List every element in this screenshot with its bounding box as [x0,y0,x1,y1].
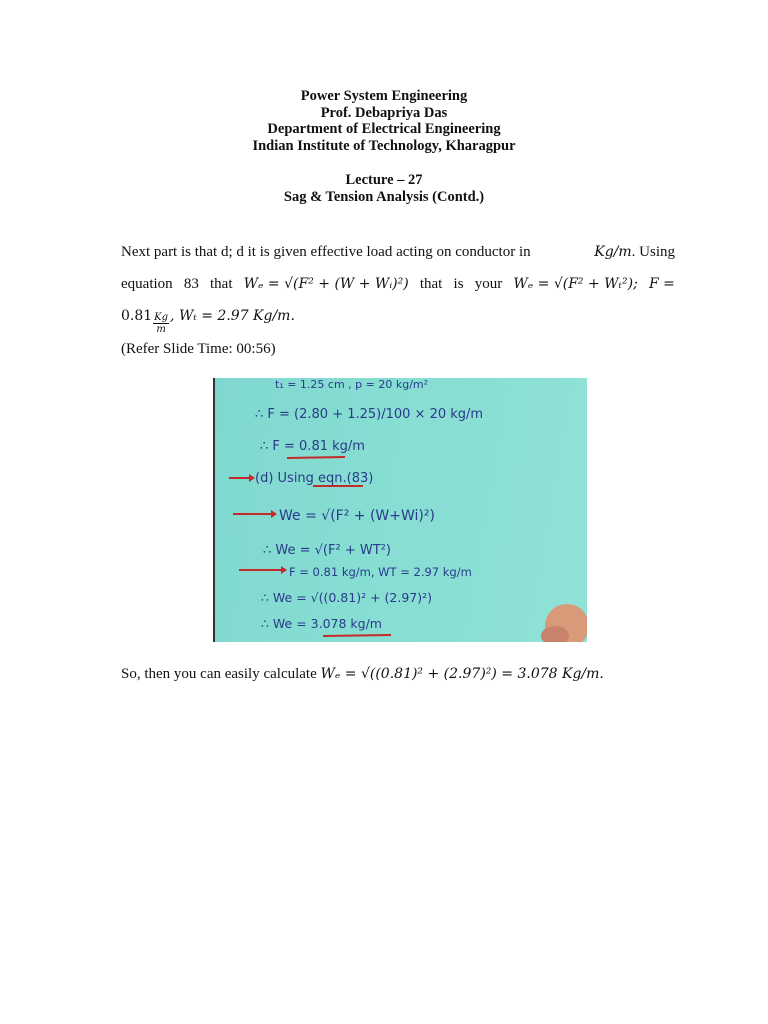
slide-line-5: ∴ We = √(F² + WT²) [263,543,391,558]
slide-top-partial: t₁ = 1.25 cm , p = 20 kg/m² [275,378,429,391]
slide-line-7: ∴ We = √((0.81)² + (2.97)²) [261,590,432,605]
course-title: Power System Engineering [300,88,468,104]
lecture-slide-image [213,378,587,642]
word-is: is [453,276,464,292]
paragraph-1 [121,236,675,335]
lecture-title: Sag & Tension Analysis (Contd.) [283,188,485,205]
institute-name: Indian Institute of Technology, Kharagpur [252,138,516,155]
slide-line-6: F = 0.81 kg/m, WT = 2.97 kg/m [289,565,472,579]
slide-line-3: (d) Using eqn.(83) [255,471,374,486]
word-equation: equation [121,276,173,292]
line1-end: . Using [631,244,675,260]
paragraph-line-1 [121,236,675,268]
document-header [0,88,768,155]
department-name: Department of Electrical Engineering [267,121,501,138]
fraction-denominator: m [156,324,166,335]
word-that: that [210,276,233,292]
unit-fraction [153,312,169,335]
underline-result [323,635,391,636]
professor-name: Prof. Debapriya Das [320,104,448,121]
equation-we-full: Wₑ = √(F² + (W + Wᵢ)²) [243,276,409,292]
conclusion-equation: Wₑ = √((0.81)² + (2.97)²) = 3.078 Kg/m. [320,666,604,682]
slide-handwriting [215,378,587,642]
fraction-numerator: Kg [154,312,169,323]
f-value: 0.81 [121,308,153,324]
paragraph-line-2 [121,268,675,300]
lecture-number: Lecture – 27 [345,172,423,188]
word-your: your [474,276,503,292]
slide-line-4: We = √(F² + (W+Wi)²) [279,508,435,524]
line1-text: Next part is that d; d it is given effective load acting on conductor in [121,244,531,260]
slide-line-8: ∴ We = 3.078 kg/m [261,616,382,631]
unit-kgm: Kg/m [594,244,632,260]
wt-value: , Wₜ = 2.97 Kg/m. [170,308,295,324]
equation-f-start: F = [648,276,675,292]
arrow-f-head [281,566,287,574]
word-83: 83 [183,276,199,292]
equation-we-simplified: Wₑ = √(F² + Wₜ²); [513,276,638,292]
arrow-we-head [271,510,277,518]
conclusion-line [121,666,604,683]
paragraph-line-3 [121,300,675,335]
slide-line-2: ∴ F = 0.81 kg/m [260,439,365,454]
refer-slide-time: (Refer Slide Time: 00:56) [121,341,276,357]
word-that-2: that [419,276,443,292]
conclusion-text: So, then you can easily calculate [121,666,317,682]
slide-line-1: ∴ F = (2.80 + 1.25)/100 × 20 kg/m [255,407,484,422]
lecture-heading [0,172,768,205]
underline-f [287,457,345,458]
